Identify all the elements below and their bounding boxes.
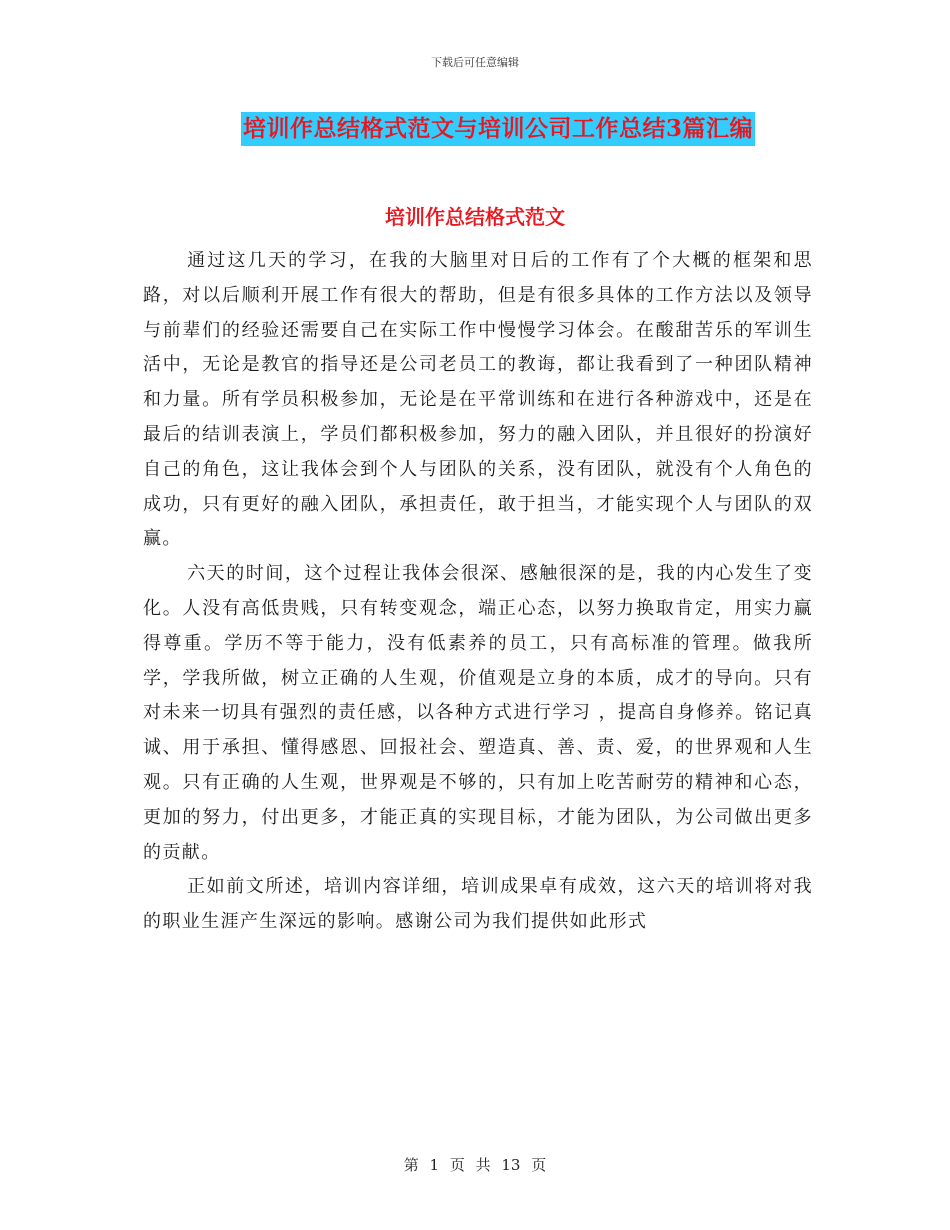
document-title-wrapper: [0, 112, 950, 146]
document-body: [143, 244, 813, 940]
page-footer: 第 1 页 共 13 页: [403, 1156, 547, 1174]
paragraph: 六天的时间，这个过程让我体会很深、感触很深的是，我的内心发生了变化。人没有高低贵贱，只有转变观念，端正心态，以努力换取肯定，用实力赢得尊重。学历不等于能力，没有低素养的员工，只有高标准的管理。做我所学，学我所做，树立正确的人生观，价值观是立身的本质，成才的导向。只有对未来一切具有强烈的责任感，以各种方式进行学习 ，提高自身修养。铭记真诚、用于承担、懂得感恩、回报社会、塑造真、善、责、爱，的世界观和人生观。只有正确的人生观，世界观是不够的，只有加上吃苦耐劳的精神和心态，更加的努力，付出更多，才能正真的实现目标，才能为团队，为公司做出更多的贡献。: [143, 563, 813, 863]
section-title: 培训作总结格式范文: [385, 205, 565, 229]
document-title: 培训作总结格式范文与培训公司工作总结3篇汇编: [241, 112, 755, 146]
header-note: 下载后可任意编辑: [431, 56, 519, 69]
paragraph: 正如前文所述，培训内容详细，培训成果卓有成效，这六天的培训将对我的职业生涯产生深远的影响。感谢公司为我们提供如此形式: [143, 876, 813, 933]
paragraph: 通过这几天的学习，在我的大脑里对日后的工作有了个大概的框架和思路，对以后顺利开展工作有很大的帮助，但是有很多具体的工作方法以及领导与前辈们的经验还需要自己在实际工作中慢慢学习体会。在酸甜苦乐的军训生活中，无论是教官的指导还是公司老员工的教诲，都让我看到了一种团队精神和力量。所有学员积极参加，无论是在平常训练和在进行各种游戏中，还是在最后的结训表演上，学员们都积极参加，努力的融入团队，并且很好的扮演好自己的角色，这让我体会到个人与团队的关系，没有团队，就没有个人角色的成功，只有更好的融入团队，承担责任，敢于担当，才能实现个人与团队的双赢。: [143, 250, 813, 550]
